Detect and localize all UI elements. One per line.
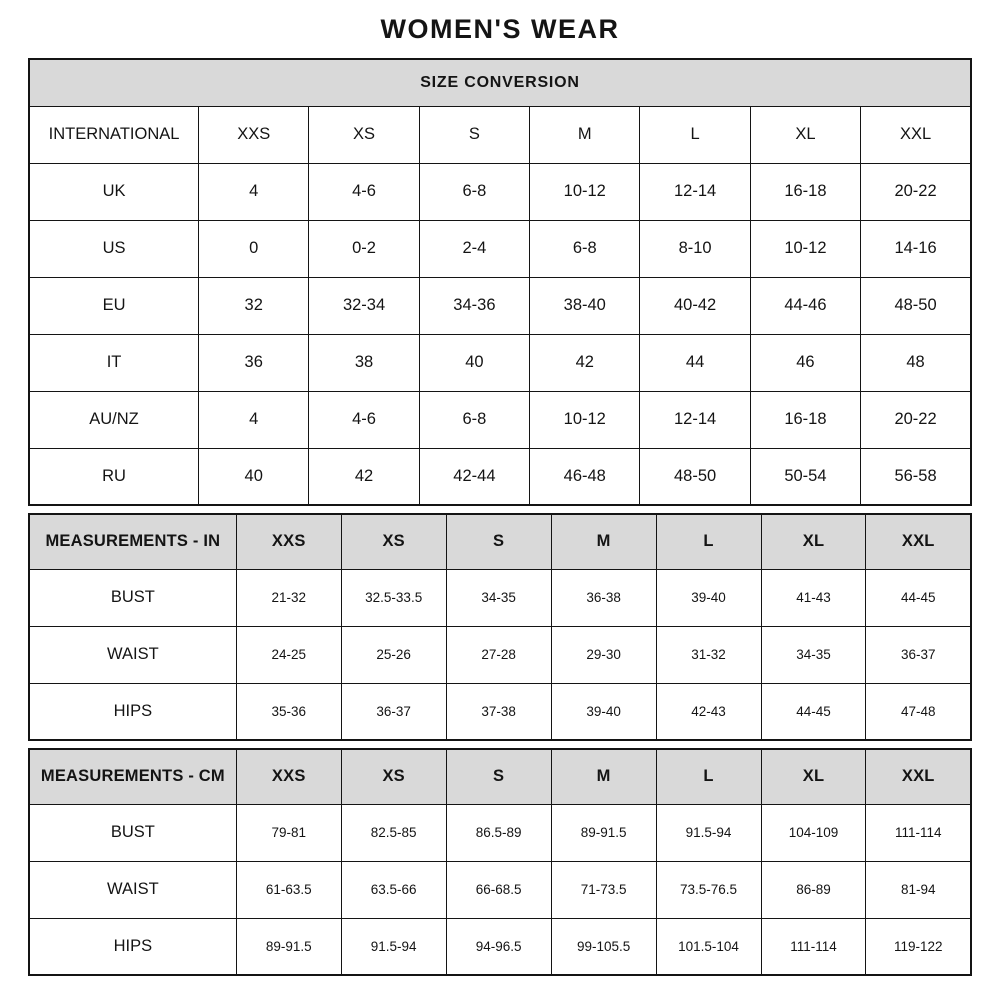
size-conversion-value-0-3: 10-12 [530,163,640,220]
size-conversion-value-2-1: 32-34 [309,277,419,334]
size-conversion-row-label-3: IT [29,334,199,391]
size-conversion-row-it [29,334,971,391]
measurements-cm-value-0-0: 79-81 [236,804,341,861]
measurements-cm-value-1-4: 73.5-76.5 [656,861,761,918]
size-conversion-col-0: INTERNATIONAL [29,106,199,163]
measurements-in-value-2-1: 36-37 [341,683,446,740]
measurements-in-value-0-4: 39-40 [656,569,761,626]
size-conversion-value-2-3: 38-40 [530,277,640,334]
measurements-cm-value-2-4: 101.5-104 [656,918,761,975]
measurements-in-row-hips [29,683,971,740]
measurements-in-value-2-3: 39-40 [551,683,656,740]
measurements-in-row-bust [29,569,971,626]
measurements-cm-value-0-1: 82.5-85 [341,804,446,861]
measurements-in-value-1-5: 34-35 [761,626,866,683]
size-conversion-value-0-4: 12-14 [640,163,750,220]
measurements-cm-value-1-5: 86-89 [761,861,866,918]
measurements-cm-value-0-4: 91.5-94 [656,804,761,861]
measurements-in-value-1-1: 25-26 [341,626,446,683]
size-conversion-value-1-6: 14-16 [861,220,971,277]
size-conversion-value-1-2: 2-4 [419,220,529,277]
measurements-cm-col-0: XXS [236,749,341,804]
measurements-cm-col-1: XS [341,749,446,804]
size-conversion-col-7: XXL [861,106,971,163]
size-conversion-body [29,59,971,505]
size-conversion-value-0-0: 4 [199,163,309,220]
measurements-in-value-1-2: 27-28 [446,626,551,683]
size-conversion-value-1-3: 6-8 [530,220,640,277]
size-conversion-value-5-6: 56-58 [861,448,971,505]
size-conversion-value-2-0: 32 [199,277,309,334]
size-conversion-value-2-2: 34-36 [419,277,529,334]
size-conversion-value-1-0: 0 [199,220,309,277]
measurements-cm-row-bust [29,804,971,861]
measurements-in-row-waist [29,626,971,683]
size-conversion-value-2-5: 44-46 [750,277,860,334]
size-conversion-header-row [29,106,971,163]
measurements-in-value-0-0: 21-32 [236,569,341,626]
measurements-cm-value-0-2: 86.5-89 [446,804,551,861]
measurements-cm-title: MEASUREMENTS - CM [29,749,236,804]
measurements-cm-col-5: XL [761,749,866,804]
measurements-in-value-0-3: 36-38 [551,569,656,626]
size-conversion-value-0-5: 16-18 [750,163,860,220]
measurements-cm-value-2-2: 94-96.5 [446,918,551,975]
measurements-cm-body [29,749,971,975]
measurements-in-value-0-5: 41-43 [761,569,866,626]
measurements-in-value-2-6: 47-48 [866,683,971,740]
size-conversion-value-0-2: 6-8 [419,163,529,220]
measurements-cm-col-6: XXL [866,749,971,804]
size-conversion-value-4-0: 4 [199,391,309,448]
size-conversion-col-3: S [419,106,529,163]
measurements-in-title: MEASUREMENTS - IN [29,514,236,569]
measurements-in-value-0-2: 34-35 [446,569,551,626]
size-conversion-col-4: M [530,106,640,163]
measurements-cm-row-hips [29,918,971,975]
measurements-in-value-1-6: 36-37 [866,626,971,683]
size-conversion-title: SIZE CONVERSION [29,59,971,106]
measurements-in-row-label-2: HIPS [29,683,236,740]
measurements-cm-value-1-1: 63.5-66 [341,861,446,918]
measurements-in-col-3: M [551,514,656,569]
size-conversion-value-2-6: 48-50 [861,277,971,334]
measurements-cm-col-3: M [551,749,656,804]
size-conversion-value-1-1: 0-2 [309,220,419,277]
size-conversion-row-eu [29,277,971,334]
measurements-cm-value-2-0: 89-91.5 [236,918,341,975]
measurements-in-value-1-3: 29-30 [551,626,656,683]
size-conversion-value-4-5: 16-18 [750,391,860,448]
size-conversion-row-ru [29,448,971,505]
measurements-cm-value-1-0: 61-63.5 [236,861,341,918]
size-conversion-value-3-0: 36 [199,334,309,391]
measurements-cm-value-1-2: 66-68.5 [446,861,551,918]
size-conversion-row-label-0: UK [29,163,199,220]
measurements-cm-value-1-3: 71-73.5 [551,861,656,918]
size-conversion-value-5-0: 40 [199,448,309,505]
size-conversion-value-5-3: 46-48 [530,448,640,505]
size-conversion-value-3-5: 46 [750,334,860,391]
measurements-in-col-2: S [446,514,551,569]
measurements-in-body [29,514,971,740]
measurements-in-col-4: L [656,514,761,569]
size-conversion-row-uk [29,163,971,220]
measurements-in-col-6: XXL [866,514,971,569]
size-conversion-value-1-4: 8-10 [640,220,750,277]
measurements-cm-value-0-6: 111-114 [866,804,971,861]
measurements-cm-row-waist [29,861,971,918]
measurements-in-value-2-2: 37-38 [446,683,551,740]
size-conversion-value-4-6: 20-22 [861,391,971,448]
size-conversion-value-4-2: 6-8 [419,391,529,448]
size-conversion-row-label-1: US [29,220,199,277]
measurements-in-row-label-1: WAIST [29,626,236,683]
size-conversion-value-0-1: 4-6 [309,163,419,220]
measurements-in-col-5: XL [761,514,866,569]
size-conversion-value-5-5: 50-54 [750,448,860,505]
measurements-cm-row-label-2: HIPS [29,918,236,975]
size-conversion-value-5-4: 48-50 [640,448,750,505]
size-conversion-table [28,58,972,506]
size-conversion-value-3-4: 44 [640,334,750,391]
size-conversion-row-label-4: AU/NZ [29,391,199,448]
measurements-cm-value-0-3: 89-91.5 [551,804,656,861]
size-conversion-col-5: L [640,106,750,163]
size-conversion-title-row [29,59,971,106]
size-conversion-value-4-3: 10-12 [530,391,640,448]
measurements-cm-value-1-6: 81-94 [866,861,971,918]
size-conversion-value-0-6: 20-22 [861,163,971,220]
measurements-cm-value-2-1: 91.5-94 [341,918,446,975]
measurements-cm-value-2-6: 119-122 [866,918,971,975]
measurements-in-value-2-4: 42-43 [656,683,761,740]
measurements-cm-col-2: S [446,749,551,804]
size-conversion-value-5-2: 42-44 [419,448,529,505]
measurements-cm-row-label-1: WAIST [29,861,236,918]
measurements-cm-value-0-5: 104-109 [761,804,866,861]
size-conversion-value-3-6: 48 [861,334,971,391]
size-conversion-row-au-nz [29,391,971,448]
measurements-in-value-2-0: 35-36 [236,683,341,740]
measurements-cm-value-2-5: 111-114 [761,918,866,975]
size-conversion-value-4-1: 4-6 [309,391,419,448]
size-conversion-row-us [29,220,971,277]
size-conversion-value-4-4: 12-14 [640,391,750,448]
size-conversion-value-3-1: 38 [309,334,419,391]
size-conversion-col-2: XS [309,106,419,163]
measurements-in-col-0: XXS [236,514,341,569]
measurements-in-value-0-6: 44-45 [866,569,971,626]
page-title: WOMEN'S WEAR [380,14,620,44]
size-conversion-col-6: XL [750,106,860,163]
measurements-in-header-row [29,514,971,569]
size-conversion-value-2-4: 40-42 [640,277,750,334]
measurements-cm-col-4: L [656,749,761,804]
measurements-cm-table [28,748,972,976]
measurements-in-table [28,513,972,741]
measurements-in-row-label-0: BUST [29,569,236,626]
size-conversion-row-label-5: RU [29,448,199,505]
measurements-cm-header-row [29,749,971,804]
measurements-cm-value-2-3: 99-105.5 [551,918,656,975]
size-conversion-row-label-2: EU [29,277,199,334]
measurements-in-value-2-5: 44-45 [761,683,866,740]
measurements-in-value-1-0: 24-25 [236,626,341,683]
size-conversion-value-3-3: 42 [530,334,640,391]
measurements-in-col-1: XS [341,514,446,569]
size-conversion-value-5-1: 42 [309,448,419,505]
size-conversion-col-1: XXS [199,106,309,163]
measurements-in-value-1-4: 31-32 [656,626,761,683]
measurements-in-value-0-1: 32.5-33.5 [341,569,446,626]
size-conversion-value-3-2: 40 [419,334,529,391]
size-conversion-value-1-5: 10-12 [750,220,860,277]
measurements-cm-row-label-0: BUST [29,804,236,861]
